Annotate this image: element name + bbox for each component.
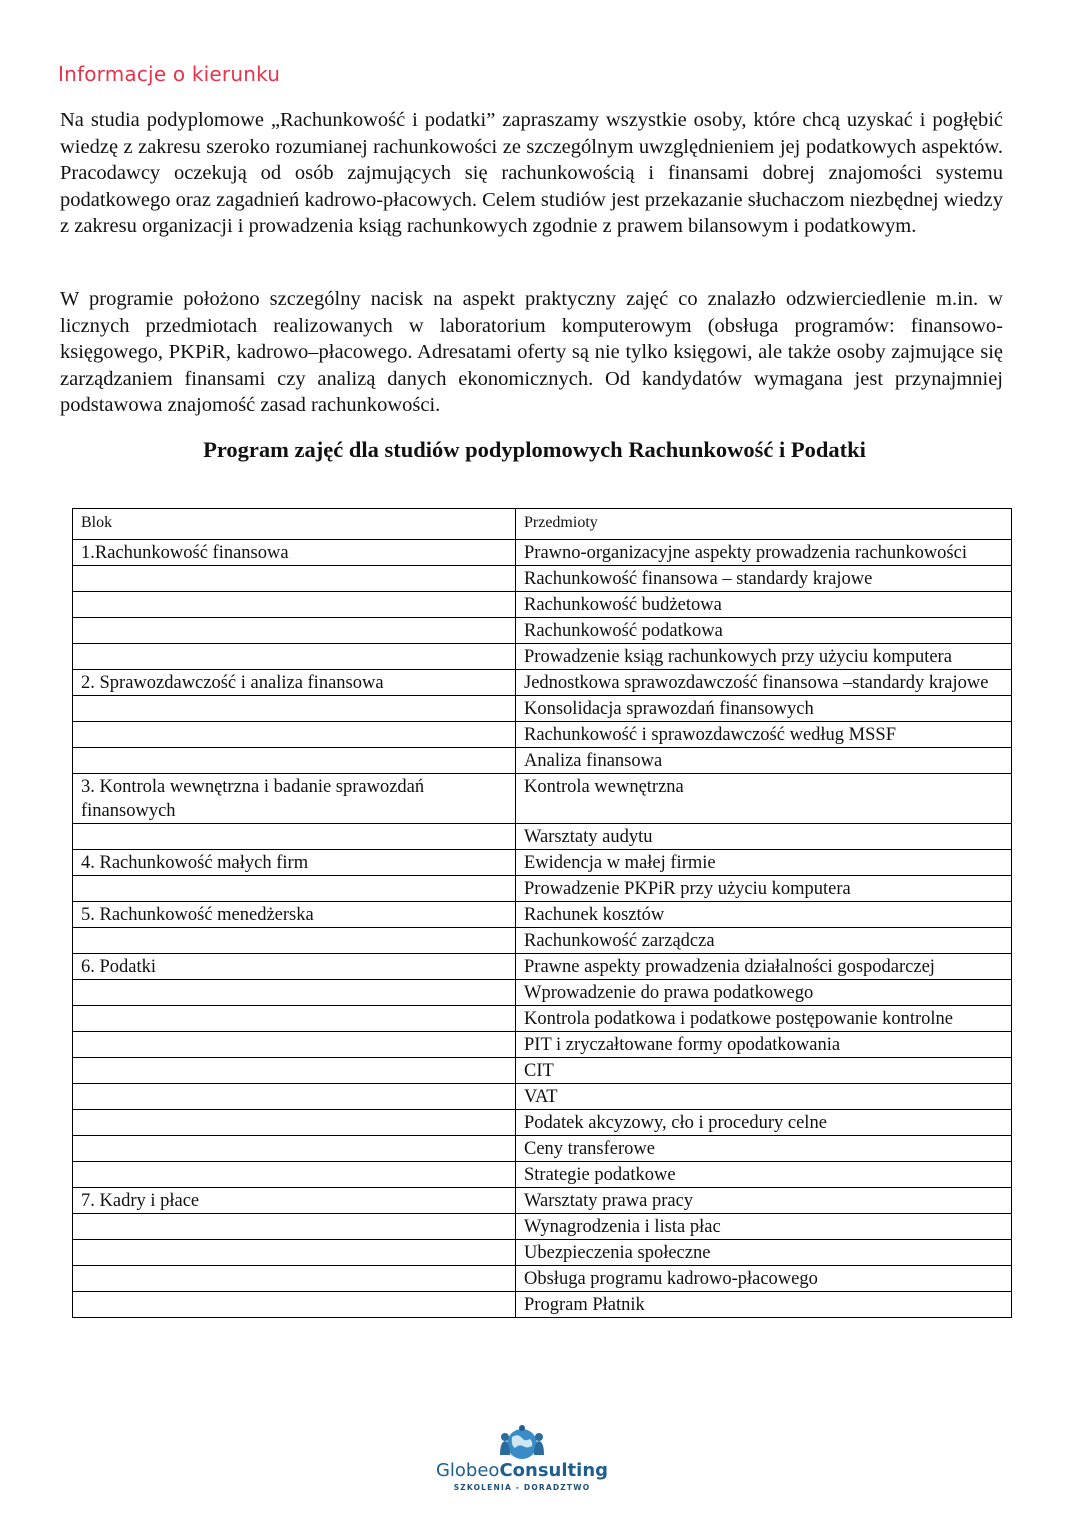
cell-przedmiot: Prawne aspekty prowadzenia działalności gospodarczej — [516, 954, 1012, 980]
cell-blok — [73, 696, 516, 722]
intro-paragraph: Na studia podyplomowe „Rachunkowość i podatki” zapraszamy wszystkie osoby, które chcą uzyskać i pogłębić wiedzę z zakresu szeroko rozumianej rachunkowości ze szczególnym uwzględnieniem jej podatkowych aspektów. Pracodawcy oczekują od osób zajmujących się rachunkowością i finansami dobrej znajomości systemu podatkowego oraz zagadnień kadrowo-płacowych. Celem studiów jest przekazanie słuchaczom niezbędnej wiedzy z zakresu organizacji i prowadzenia ksiąg rachunkowych zgodnie z prawem bilansowym i podatkowym. — [60, 109, 1003, 238]
table-row — [73, 1006, 1012, 1032]
table-row — [73, 592, 1012, 618]
cell-przedmiot: Jednostkowa sprawozdawczość finansowa –standardy krajowe — [516, 670, 1012, 696]
table-row — [73, 876, 1012, 902]
table-row — [73, 902, 1012, 928]
cell-blok — [73, 644, 516, 670]
cell-przedmiot: Wynagrodzenia i lista płac — [516, 1214, 1012, 1240]
cell-blok — [73, 980, 516, 1006]
cell-blok — [73, 1136, 516, 1162]
cell-przedmiot: Rachunkowość budżetowa — [516, 592, 1012, 618]
table-title: Program zajęć dla studiów podyplomowych Rachunkowość i Podatki — [203, 437, 866, 462]
cell-blok — [73, 1214, 516, 1240]
table-row — [73, 670, 1012, 696]
table-row — [73, 1084, 1012, 1110]
header-blok: Blok — [73, 509, 516, 540]
cell-przedmiot: Rachunkowość finansowa – standardy krajowe — [516, 566, 1012, 592]
cell-przedmiot: Wprowadzenie do prawa podatkowego — [516, 980, 1012, 1006]
table-row — [73, 1110, 1012, 1136]
cell-przedmiot: Rachunkowość i sprawozdawczość według MSSF — [516, 722, 1012, 748]
company-logo — [432, 1425, 612, 1495]
logo-name-part2: Consulting — [499, 1460, 609, 1481]
cell-blok — [73, 1084, 516, 1110]
cell-blok — [73, 566, 516, 592]
cell-blok — [73, 618, 516, 644]
table-row — [73, 618, 1012, 644]
cell-blok — [73, 592, 516, 618]
cell-przedmiot: Kontrola podatkowa i podatkowe postępowanie kontrolne — [516, 1006, 1012, 1032]
cell-przedmiot: Warsztaty audytu — [516, 824, 1012, 850]
table-row — [73, 1032, 1012, 1058]
cell-blok — [73, 928, 516, 954]
cell-przedmiot: Ewidencja w małej firmie — [516, 850, 1012, 876]
cell-przedmiot: Rachunkowość zarządcza — [516, 928, 1012, 954]
program-table — [72, 508, 1012, 1318]
logo-name-part1: Globeo — [435, 1460, 500, 1481]
table-header-row — [73, 509, 1012, 540]
cell-blok — [73, 1032, 516, 1058]
table-row — [73, 722, 1012, 748]
table-row — [73, 644, 1012, 670]
cell-przedmiot: Obsługa programu kadrowo-płacowego — [516, 1266, 1012, 1292]
table-row — [73, 540, 1012, 566]
program-paragraph: W programie położono szczególny nacisk na aspekt praktyczny zajęć co znalazło odzwierciedlenie m.in. w licznych przedmiotach realizowanych w laboratorium komputerowym (obsługa programów: finansowo-księgowego, PKPiR, kadrowo–płacowego. Adresatami oferty są nie tylko księgowi, ale także osoby zajmujące się zarządzaniem finansami czy analizą danych ekonomicznych. Od kandydatów wymagana jest przynajmniej podstawowa znajomość zasad rachunkowości. — [60, 288, 1003, 417]
cell-blok: 7. Kadry i płace — [73, 1188, 516, 1214]
table-row — [73, 696, 1012, 722]
globe-people-icon — [432, 1425, 612, 1465]
table-row — [73, 566, 1012, 592]
table-row — [73, 850, 1012, 876]
cell-przedmiot: Strategie podatkowe — [516, 1162, 1012, 1188]
cell-blok — [73, 1266, 516, 1292]
cell-blok — [73, 1006, 516, 1032]
table-row — [73, 1136, 1012, 1162]
table-row — [73, 1188, 1012, 1214]
cell-przedmiot: Rachunek kosztów — [516, 902, 1012, 928]
cell-przedmiot: Analiza finansowa — [516, 748, 1012, 774]
cell-przedmiot: Rachunkowość podatkowa — [516, 618, 1012, 644]
table-row — [73, 1058, 1012, 1084]
cell-blok — [73, 1058, 516, 1084]
table-row — [73, 1240, 1012, 1266]
cell-przedmiot: Kontrola wewnętrzna — [516, 774, 1012, 824]
table-row — [73, 748, 1012, 774]
table-row — [73, 1266, 1012, 1292]
cell-blok — [73, 876, 516, 902]
cell-blok — [73, 1110, 516, 1136]
table-row — [73, 1162, 1012, 1188]
table-row — [73, 954, 1012, 980]
logo-wordmark — [432, 1460, 612, 1481]
cell-blok — [73, 722, 516, 748]
cell-blok: 4. Rachunkowość małych firm — [73, 850, 516, 876]
cell-przedmiot: Program Płatnik — [516, 1292, 1012, 1318]
cell-blok: 3. Kontrola wewnętrzna i badanie sprawozdań finansowych — [73, 774, 516, 824]
cell-przedmiot: Ubezpieczenia społeczne — [516, 1240, 1012, 1266]
cell-przedmiot: Warsztaty prawa pracy — [516, 1188, 1012, 1214]
table-row — [73, 1214, 1012, 1240]
cell-przedmiot: Prawno-organizacyjne aspekty prowadzenia rachunkowości — [516, 540, 1012, 566]
logo-tagline: SZKOLENIA - DORADZTWO — [453, 1483, 591, 1492]
cell-przedmiot: Prowadzenie PKPiR przy użyciu komputera — [516, 876, 1012, 902]
section-heading: Informacje o kierunku — [58, 62, 281, 86]
cell-przedmiot: PIT i zryczałtowane formy opodatkowania — [516, 1032, 1012, 1058]
cell-blok — [73, 1240, 516, 1266]
cell-blok — [73, 1162, 516, 1188]
cell-przedmiot: Podatek akcyzowy, cło i procedury celne — [516, 1110, 1012, 1136]
header-przedmioty: Przedmioty — [516, 509, 1012, 540]
cell-blok: 2. Sprawozdawczość i analiza finansowa — [73, 670, 516, 696]
cell-blok: 5. Rachunkowość menedżerska — [73, 902, 516, 928]
cell-blok — [73, 1292, 516, 1318]
cell-przedmiot: Ceny transferowe — [516, 1136, 1012, 1162]
cell-przedmiot: VAT — [516, 1084, 1012, 1110]
cell-przedmiot: Konsolidacja sprawozdań finansowych — [516, 696, 1012, 722]
cell-blok: 6. Podatki — [73, 954, 516, 980]
cell-blok — [73, 748, 516, 774]
table-row — [73, 1292, 1012, 1318]
cell-przedmiot: Prowadzenie ksiąg rachunkowych przy użyciu komputera — [516, 644, 1012, 670]
table-row — [73, 980, 1012, 1006]
table-row — [73, 928, 1012, 954]
table-row — [73, 824, 1012, 850]
cell-przedmiot: CIT — [516, 1058, 1012, 1084]
cell-blok — [73, 824, 516, 850]
table-row — [73, 774, 1012, 824]
table-body — [73, 540, 1012, 1318]
cell-blok: 1.Rachunkowość finansowa — [73, 540, 516, 566]
